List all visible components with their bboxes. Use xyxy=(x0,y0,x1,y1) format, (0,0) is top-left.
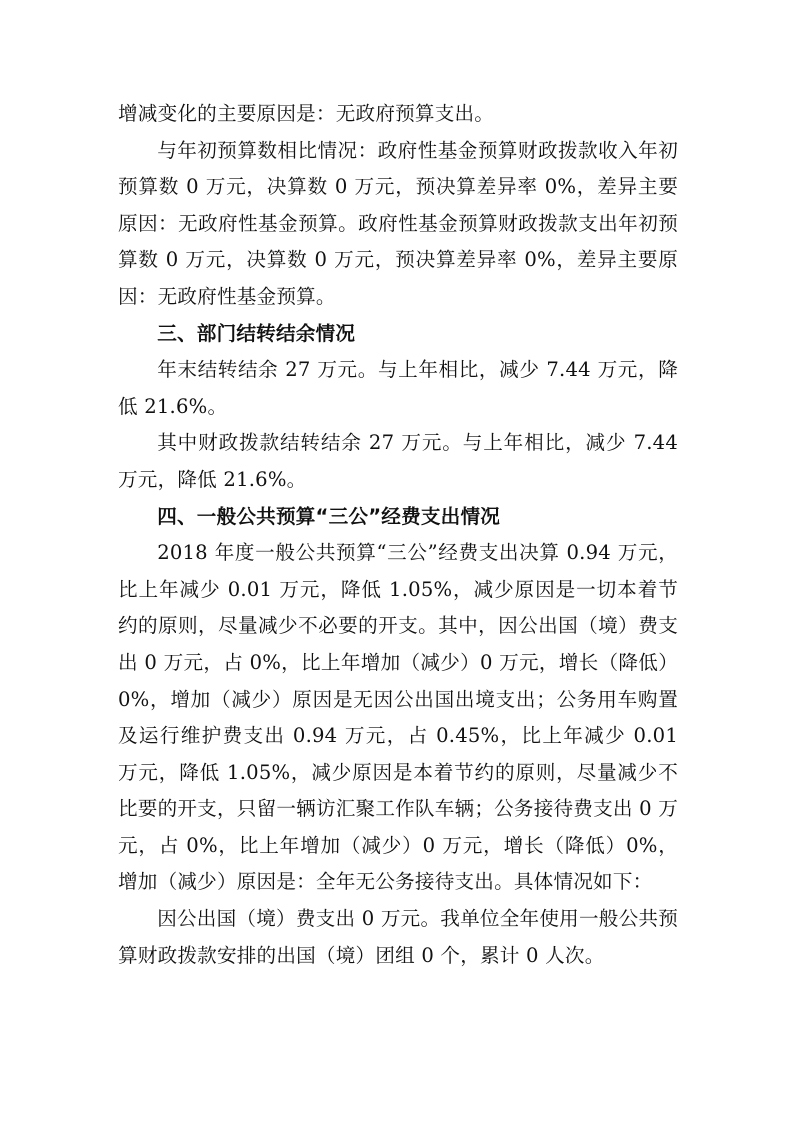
paragraph-fiscal-allocation-balance: 其中财政拨款结转结余 27 万元。与上年相比，减少 7.44 万元，降低 21.6%。 xyxy=(118,431,678,491)
paragraph-overseas-travel: 因公出国（境）费支出 0 万元。我单位全年使用一般公共预算财政拨款安排的出国（境）团组 0 个，累计 0 人次。 xyxy=(118,907,678,967)
paragraph-three-public-expenses-detail: 2018 年度一般公共预算“三公”经费支出决算 0.94 万元，比上年减少 0.01 万元，降低 1.05%，减少原因是一切本着节约的原则，尽量减少不必要的开支。其中，因公出国（境）费支出 0 万元，占 0%，比上年增加（减少）0 万元，增长（降低）0%，增加（减少）原因是无因公出国出境支出；公务用车购置及运行维护费支出 0.94 万元，占 0.45%，比上年减少 0.01 万元，降低 1.05%，减少原因是本着节约的原则，尽量减少不比要的开支，只留一辆访汇聚工作队车辆；公务接待费支出 0 万元，占 0%，比上年增加（减少）0 万元，增长（降低）0%，增加（减少）原因是：全年无公务接待支出。具体情况如下： xyxy=(118,541,678,894)
document-page xyxy=(118,96,678,974)
section-heading-three-public-expenses: 四、一般公共预算“三公”经费支出情况 xyxy=(157,504,501,528)
section-heading-carryover: 三、部门结转结余情况 xyxy=(157,321,356,345)
paragraph-year-end-balance: 年末结转结余 27 万元。与上年相比，减少 7.44 万元，降低 21.6%。 xyxy=(118,358,678,418)
paragraph-budget-comparison: 与年初预算数相比情况：政府性基金预算财政拨款收入年初预算数 0 万元，决算数 0 万元，预决算差异率 0%，差异主要原因：无政府性基金预算。政府性基金预算财政拨款支出年初预算数 0 万元，决算数 0 万元，预决算差异率 0%，差异主要原因：无政府性基金预算。 xyxy=(118,138,678,308)
paragraph-change-reason: 增减变化的主要原因是：无政府预算支出。 xyxy=(118,102,495,125)
